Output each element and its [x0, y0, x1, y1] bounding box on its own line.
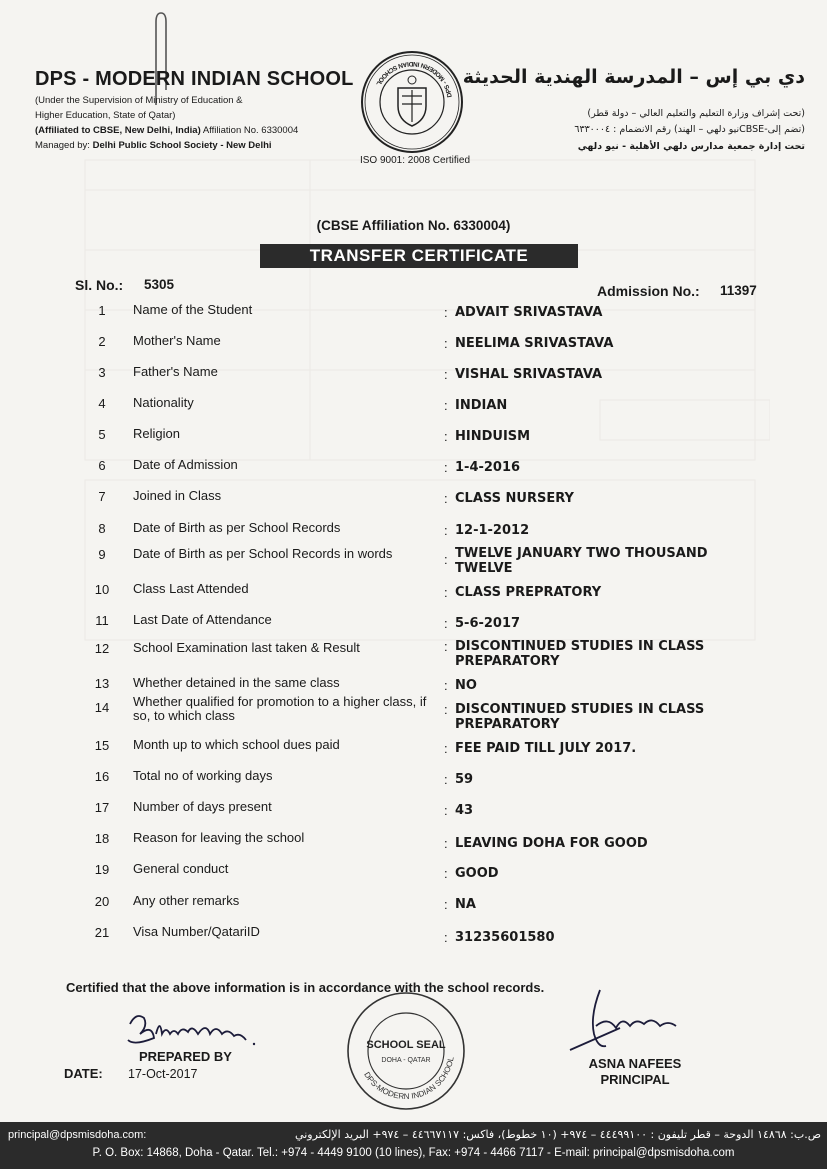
row-value: CLASS PREPRATORY — [455, 585, 602, 600]
row-number: 20 — [94, 894, 110, 909]
row-number: 13 — [94, 676, 110, 691]
admission-number-label: Admission No.: — [597, 283, 700, 299]
row-colon: : — [444, 772, 448, 787]
row-number: 17 — [94, 800, 110, 815]
preparer-signature — [122, 1004, 262, 1054]
row-colon: : — [444, 398, 448, 413]
footer-bar — [0, 1122, 827, 1169]
row-value: 31235601580 — [455, 930, 555, 945]
school-logo — [360, 50, 464, 154]
row-colon: : — [444, 741, 448, 756]
row-value: VISHAL SRIVASTAVA — [455, 367, 603, 382]
seal-label: SCHOOL SEAL — [366, 1039, 446, 1051]
serial-number-label: Sl. No.: — [75, 277, 124, 293]
supervision-line-1: (Under the Supervision of Ministry of Education & — [35, 95, 243, 106]
row-number: 11 — [95, 613, 109, 628]
date-value: 17-Oct-2017 — [128, 1067, 198, 1081]
ar-managed-by-line: تحت إدارة جمعية مدارس دلهي الأهلية - نيو دلهي — [577, 141, 805, 152]
seal-city: DOHA - QATAR — [381, 1057, 431, 1064]
seal-ring-text: DPS-MODERN INDIAN SCHOOL — [362, 1056, 456, 1102]
row-number: 6 — [98, 458, 106, 473]
row-value: GOOD — [455, 866, 499, 881]
principal-signature — [560, 986, 700, 1056]
row-value: DISCONTINUED STUDIES IN CLASS PREPARATORY — [455, 639, 705, 669]
affiliation-number: Affiliation No. 6330004 — [200, 125, 299, 136]
row-number: 10 — [94, 582, 110, 597]
footer-email: principal@dpsmisdoha.com: — [8, 1129, 147, 1141]
school-seal-stamp — [345, 990, 467, 1112]
row-label: General conduct — [133, 861, 229, 876]
row-number: 4 — [98, 396, 106, 411]
row-colon: : — [444, 429, 448, 444]
admission-number-value: 11397 — [720, 283, 757, 298]
row-colon: : — [444, 336, 448, 351]
principal-block — [560, 1056, 710, 1088]
row-label: Total no of working days — [133, 768, 273, 783]
row-label: Religion — [133, 426, 180, 441]
iso-certification: ISO 9001: 2008 Certified — [359, 155, 471, 166]
row-label: Joined in Class — [133, 488, 222, 503]
affiliation-bold: (Affiliated to CBSE, New Delhi, India) — [35, 125, 201, 136]
row-number: 3 — [98, 365, 106, 380]
date-label: DATE: — [64, 1066, 103, 1081]
row-label: Last Date of Attendance — [133, 612, 272, 627]
row-number: 5 — [98, 427, 106, 442]
row-label: Whether detained in the same class — [133, 675, 340, 690]
row-value: LEAVING DOHA FOR GOOD — [455, 836, 648, 851]
row-value: HINDUISM — [455, 429, 531, 444]
row-colon: : — [444, 639, 448, 654]
row-value: 12-1-2012 — [455, 523, 530, 538]
row-colon: : — [444, 523, 448, 538]
row-value: ADVAIT SRIVASTAVA — [455, 305, 603, 320]
prepared-by-label: PREPARED BY — [139, 1049, 232, 1064]
row-label: School Examination last taken & Result — [133, 640, 360, 655]
row-value: INDIAN — [455, 398, 508, 413]
row-number: 9 — [98, 547, 106, 562]
row-label: Date of Birth as per School Records — [133, 520, 341, 535]
row-colon: : — [444, 678, 448, 693]
row-label: Reason for leaving the school — [133, 830, 305, 845]
cbse-affiliation: (CBSE Affiliation No. 6330004) — [316, 218, 511, 233]
row-colon: : — [444, 305, 448, 320]
supervision-line-2: Higher Education, State of Qatar) — [35, 110, 176, 121]
row-label: Class Last Attended — [133, 581, 249, 596]
principal-title: PRINCIPAL — [600, 1072, 670, 1087]
logo-ring-text: DPS - MODERN INDIAN SCHOOL — [374, 59, 454, 98]
footer-address: P. O. Box: 14868, Doha - Qatar. Tel.: +974 - 4449 9100 (10 lines), Fax: +974 - 4466 7117 - E-mail: principal@dpsmisdoha.com — [92, 1147, 735, 1159]
row-number: 12 — [94, 641, 110, 656]
row-label: Mother's Name — [133, 333, 221, 348]
row-number: 2 — [98, 334, 106, 349]
row-colon: : — [444, 460, 448, 475]
row-colon: : — [444, 702, 448, 717]
row-value: NA — [455, 897, 476, 912]
principal-name: ASNA NAFEES — [588, 1056, 682, 1071]
ar-affiliation-line: (تضم إلى-CBSEنيو دلهي – الهند) رقم الانضمام : ٦٣٣٠٠٠٤ — [574, 124, 805, 135]
affiliation-line — [35, 125, 298, 136]
ar-supervision-line: (تحت إشراف وزارة التعليم والتعليم العالي – دولة قطر) — [587, 108, 805, 119]
certificate-title: TRANSFER CERTIFICATE — [260, 244, 578, 268]
row-value: CLASS NURSERY — [455, 491, 574, 506]
row-value: 5-6-2017 — [455, 616, 521, 631]
row-colon: : — [444, 367, 448, 382]
row-colon: : — [444, 897, 448, 912]
school-name-en: DPS - MODERN INDIAN SCHOOL — [35, 68, 354, 90]
row-colon: : — [444, 930, 448, 945]
row-label: Month up to which school dues paid — [133, 737, 340, 752]
row-value: 1-4-2016 — [455, 460, 521, 475]
row-number: 18 — [94, 831, 110, 846]
managed-by-society: Delhi Public School Society - New Delhi — [92, 140, 272, 151]
row-label: Date of Birth as per School Records in words — [133, 546, 393, 561]
row-label: Visa Number/QatariID — [133, 924, 260, 939]
row-colon: : — [444, 491, 448, 506]
row-colon: : — [444, 552, 448, 567]
row-number: 8 — [98, 521, 106, 536]
serial-number-value: 5305 — [144, 277, 175, 292]
row-colon: : — [444, 585, 448, 600]
managed-by-prefix: Managed by: — [35, 140, 93, 151]
managed-by-line — [35, 140, 272, 151]
row-value: DISCONTINUED STUDIES IN CLASS PREPARATORY — [455, 702, 705, 732]
school-name-ar: دي بي إس – المدرسة الهندية الحديثة — [462, 66, 805, 88]
row-label: Name of the Student — [133, 302, 253, 317]
row-value: NEELIMA SRIVASTAVA — [455, 336, 614, 351]
row-number: 21 — [94, 925, 110, 940]
row-value: NO — [455, 678, 477, 693]
row-value: FEE PAID TILL JULY 2017. — [455, 741, 637, 756]
row-number: 1 — [98, 303, 106, 318]
row-number: 7 — [98, 489, 106, 504]
row-label: Number of days present — [133, 799, 272, 814]
row-label: Date of Admission — [133, 457, 238, 472]
footer-arabic-contact: ص.ب: ١٤٨٦٨ الدوحة – قطر تليفون : ٤٤٤٩٩١٠٠ – ٩٧٤+ (١٠ خطوط)، فاكس: ٤٤٦٦٧١١٧ – ٩٧٤+ البريد الإلكتروني — [295, 1128, 821, 1141]
certification-statement: Certified that the above information is in accordance with the school records. — [66, 980, 545, 995]
row-value: 59 — [455, 772, 474, 787]
row-label: Any other remarks — [133, 893, 240, 908]
row-label: Whether qualified for promotion to a higher class, if so, to which class — [133, 694, 427, 723]
row-label: Father's Name — [133, 364, 218, 379]
row-number: 16 — [94, 769, 110, 784]
row-number: 14 — [94, 700, 110, 715]
row-colon: : — [444, 616, 448, 631]
row-number: 19 — [94, 862, 110, 877]
row-colon: : — [444, 803, 448, 818]
row-value: TWELVE JANUARY TWO THOUSAND TWELVE — [455, 546, 708, 576]
row-colon: : — [444, 836, 448, 851]
row-value: 43 — [455, 803, 474, 818]
row-label: Nationality — [133, 395, 194, 410]
row-number: 15 — [94, 738, 110, 753]
row-colon: : — [444, 866, 448, 881]
